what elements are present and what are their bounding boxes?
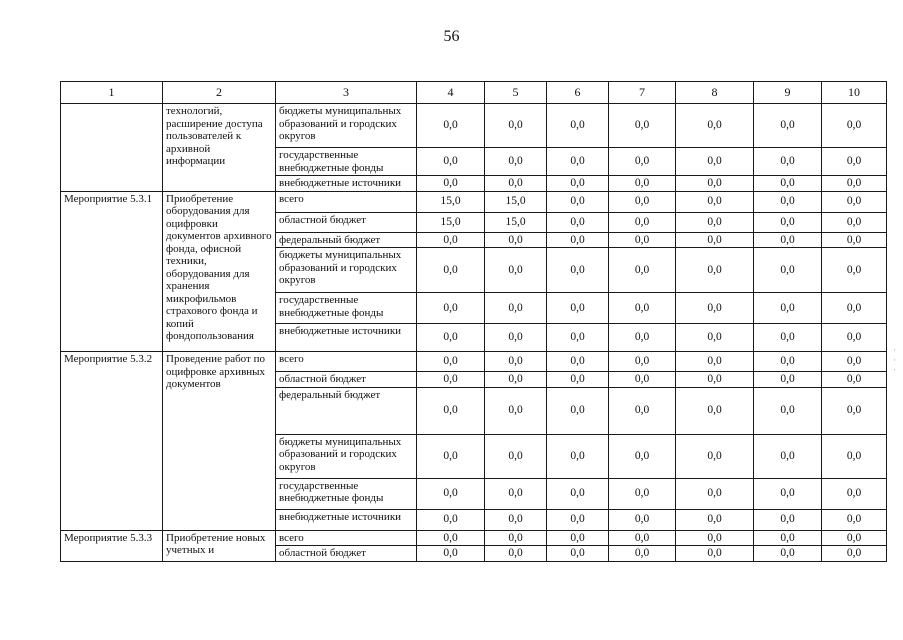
funding-source-cell: бюджеты муниципальных образований и городских округов [276, 104, 417, 148]
value-cell: 0,0 [754, 293, 822, 324]
funding-source-cell: всего [276, 191, 417, 212]
funding-source-cell: внебюджетные источники [276, 324, 417, 352]
column-header: 2 [163, 82, 276, 104]
value-cell: 0,0 [547, 530, 609, 546]
value-cell: 0,0 [547, 191, 609, 212]
value-cell: 0,0 [822, 478, 887, 509]
value-cell: 0,0 [609, 148, 676, 176]
column-header: 9 [754, 82, 822, 104]
value-cell: 0,0 [417, 372, 485, 388]
value-cell: 0,0 [485, 387, 547, 434]
value-cell: 0,0 [485, 148, 547, 176]
value-cell: 0,0 [822, 352, 887, 372]
value-cell: 0,0 [609, 191, 676, 212]
value-cell: 0,0 [754, 434, 822, 478]
value-cell: 0,0 [676, 509, 754, 530]
value-cell: 0,0 [485, 248, 547, 293]
value-cell: 0,0 [417, 176, 485, 192]
value-cell: 0,0 [485, 176, 547, 192]
value-cell: 0,0 [754, 176, 822, 192]
value-cell: 0,0 [822, 148, 887, 176]
value-cell: 0,0 [609, 324, 676, 352]
value-cell: 0,0 [676, 372, 754, 388]
value-cell: 0,0 [754, 104, 822, 148]
value-cell: 0,0 [547, 104, 609, 148]
table-row [61, 352, 887, 372]
value-cell: 0,0 [547, 434, 609, 478]
value-cell: 0,0 [417, 324, 485, 352]
value-cell: 0,0 [485, 352, 547, 372]
value-cell: 0,0 [754, 248, 822, 293]
funding-source-cell: бюджеты муниципальных образований и городских округов [276, 248, 417, 293]
value-cell: 0,0 [485, 232, 547, 248]
value-cell: 0,0 [822, 191, 887, 212]
value-cell: 0,0 [676, 293, 754, 324]
value-cell: 0,0 [547, 232, 609, 248]
value-cell: 0,0 [417, 248, 485, 293]
table-row [61, 530, 887, 546]
funding-source-cell: государственные внебюджетные фонды [276, 478, 417, 509]
value-cell: 0,0 [417, 387, 485, 434]
value-cell: 0,0 [417, 530, 485, 546]
column-header: 3 [276, 82, 417, 104]
value-cell: 0,0 [822, 387, 887, 434]
page-number: 56 [443, 28, 460, 45]
funding-source-cell: областной бюджет [276, 372, 417, 388]
value-cell: 0,0 [754, 324, 822, 352]
value-cell: 0,0 [547, 324, 609, 352]
value-cell: 0,0 [417, 104, 485, 148]
column-header: 4 [417, 82, 485, 104]
funding-source-cell: всего [276, 352, 417, 372]
value-cell: 0,0 [822, 212, 887, 232]
activity-cell: Мероприятие 5.3.3 [61, 530, 163, 561]
value-cell: 0,0 [609, 478, 676, 509]
value-cell: 0,0 [547, 478, 609, 509]
value-cell: 0,0 [609, 509, 676, 530]
value-cell: 0,0 [754, 530, 822, 546]
value-cell: 0,0 [609, 176, 676, 192]
value-cell: 0,0 [822, 372, 887, 388]
value-cell: 0,0 [822, 176, 887, 192]
funding-source-cell: областной бюджет [276, 212, 417, 232]
value-cell: 0,0 [417, 546, 485, 562]
scan-artifact: · · · [893, 345, 896, 375]
value-cell: 0,0 [822, 324, 887, 352]
header-row [61, 82, 887, 104]
value-cell: 15,0 [417, 191, 485, 212]
value-cell: 15,0 [485, 212, 547, 232]
value-cell: 0,0 [417, 509, 485, 530]
value-cell: 0,0 [754, 509, 822, 530]
value-cell: 0,0 [417, 352, 485, 372]
value-cell: 0,0 [609, 104, 676, 148]
value-cell: 0,0 [754, 372, 822, 388]
value-cell: 0,0 [609, 372, 676, 388]
value-cell: 0,0 [676, 530, 754, 546]
funding-source-cell: внебюджетные источники [276, 176, 417, 192]
value-cell: 0,0 [676, 212, 754, 232]
value-cell: 0,0 [417, 478, 485, 509]
value-cell: 0,0 [676, 434, 754, 478]
value-cell: 0,0 [676, 387, 754, 434]
value-cell: 0,0 [754, 232, 822, 248]
value-cell: 0,0 [676, 248, 754, 293]
value-cell: 0,0 [547, 509, 609, 530]
column-header: 6 [547, 82, 609, 104]
table-row [61, 104, 887, 148]
value-cell: 0,0 [417, 293, 485, 324]
funding-source-cell: государственные внебюджетные фонды [276, 148, 417, 176]
value-cell: 0,0 [485, 546, 547, 562]
value-cell: 0,0 [822, 509, 887, 530]
activity-cell: Мероприятие 5.3.2 [61, 352, 163, 531]
value-cell: 0,0 [822, 293, 887, 324]
value-cell: 0,0 [822, 104, 887, 148]
value-cell: 0,0 [609, 232, 676, 248]
description-cell: технологий, расширение доступа пользователей к архивной информации [163, 104, 276, 192]
value-cell: 0,0 [609, 434, 676, 478]
value-cell: 0,0 [547, 387, 609, 434]
value-cell: 0,0 [676, 176, 754, 192]
value-cell: 0,0 [822, 434, 887, 478]
value-cell: 0,0 [485, 478, 547, 509]
value-cell: 0,0 [485, 372, 547, 388]
value-cell: 0,0 [822, 530, 887, 546]
table-row [61, 191, 887, 212]
value-cell: 0,0 [485, 293, 547, 324]
value-cell: 0,0 [547, 293, 609, 324]
value-cell: 0,0 [754, 212, 822, 232]
value-cell: 0,0 [547, 372, 609, 388]
value-cell: 15,0 [417, 212, 485, 232]
funding-source-cell: федеральный бюджет [276, 232, 417, 248]
value-cell: 0,0 [547, 352, 609, 372]
activity-cell [61, 104, 163, 192]
funding-source-cell: федеральный бюджет [276, 387, 417, 434]
value-cell: 0,0 [822, 232, 887, 248]
value-cell: 0,0 [609, 248, 676, 293]
value-cell: 0,0 [485, 104, 547, 148]
funding-source-cell: всего [276, 530, 417, 546]
value-cell: 0,0 [676, 191, 754, 212]
funding-source-cell: бюджеты муниципальных образований и городских округов [276, 434, 417, 478]
value-cell: 0,0 [417, 232, 485, 248]
value-cell: 0,0 [485, 324, 547, 352]
value-cell: 0,0 [676, 324, 754, 352]
budget-table [60, 81, 887, 562]
description-cell: Приобретение новых учетных и [163, 530, 276, 561]
value-cell: 0,0 [609, 530, 676, 546]
table-body [61, 104, 887, 562]
value-cell: 0,0 [754, 148, 822, 176]
funding-source-cell: областной бюджет [276, 546, 417, 562]
value-cell: 0,0 [547, 546, 609, 562]
column-header: 10 [822, 82, 887, 104]
value-cell: 0,0 [547, 212, 609, 232]
value-cell: 0,0 [822, 546, 887, 562]
funding-source-cell: государственные внебюджетные фонды [276, 293, 417, 324]
value-cell: 0,0 [676, 546, 754, 562]
value-cell: 0,0 [609, 212, 676, 232]
value-cell: 0,0 [609, 293, 676, 324]
funding-source-cell: внебюджетные источники [276, 509, 417, 530]
value-cell: 0,0 [609, 352, 676, 372]
value-cell: 0,0 [754, 546, 822, 562]
description-cell: Приобретение оборудования для оцифровки документов архивного фонда, офисной техники, оборудования для хранения микрофильмов страхового фонда и копий фондопользования [163, 191, 276, 352]
value-cell: 0,0 [547, 248, 609, 293]
column-header: 7 [609, 82, 676, 104]
column-header: 1 [61, 82, 163, 104]
value-cell: 15,0 [485, 191, 547, 212]
value-cell: 0,0 [547, 148, 609, 176]
value-cell: 0,0 [676, 148, 754, 176]
value-cell: 0,0 [754, 478, 822, 509]
description-cell: Проведение работ по оцифровке архивных документов [163, 352, 276, 531]
value-cell: 0,0 [676, 478, 754, 509]
value-cell: 0,0 [417, 148, 485, 176]
value-cell: 0,0 [547, 176, 609, 192]
value-cell: 0,0 [676, 352, 754, 372]
value-cell: 0,0 [485, 509, 547, 530]
value-cell: 0,0 [676, 232, 754, 248]
activity-cell: Мероприятие 5.3.1 [61, 191, 163, 352]
value-cell: 0,0 [485, 530, 547, 546]
column-header: 8 [676, 82, 754, 104]
value-cell: 0,0 [609, 546, 676, 562]
value-cell: 0,0 [676, 104, 754, 148]
value-cell: 0,0 [485, 434, 547, 478]
column-header: 5 [485, 82, 547, 104]
value-cell: 0,0 [754, 191, 822, 212]
value-cell: 0,0 [822, 248, 887, 293]
value-cell: 0,0 [609, 387, 676, 434]
value-cell: 0,0 [754, 387, 822, 434]
value-cell: 0,0 [417, 434, 485, 478]
value-cell: 0,0 [754, 352, 822, 372]
